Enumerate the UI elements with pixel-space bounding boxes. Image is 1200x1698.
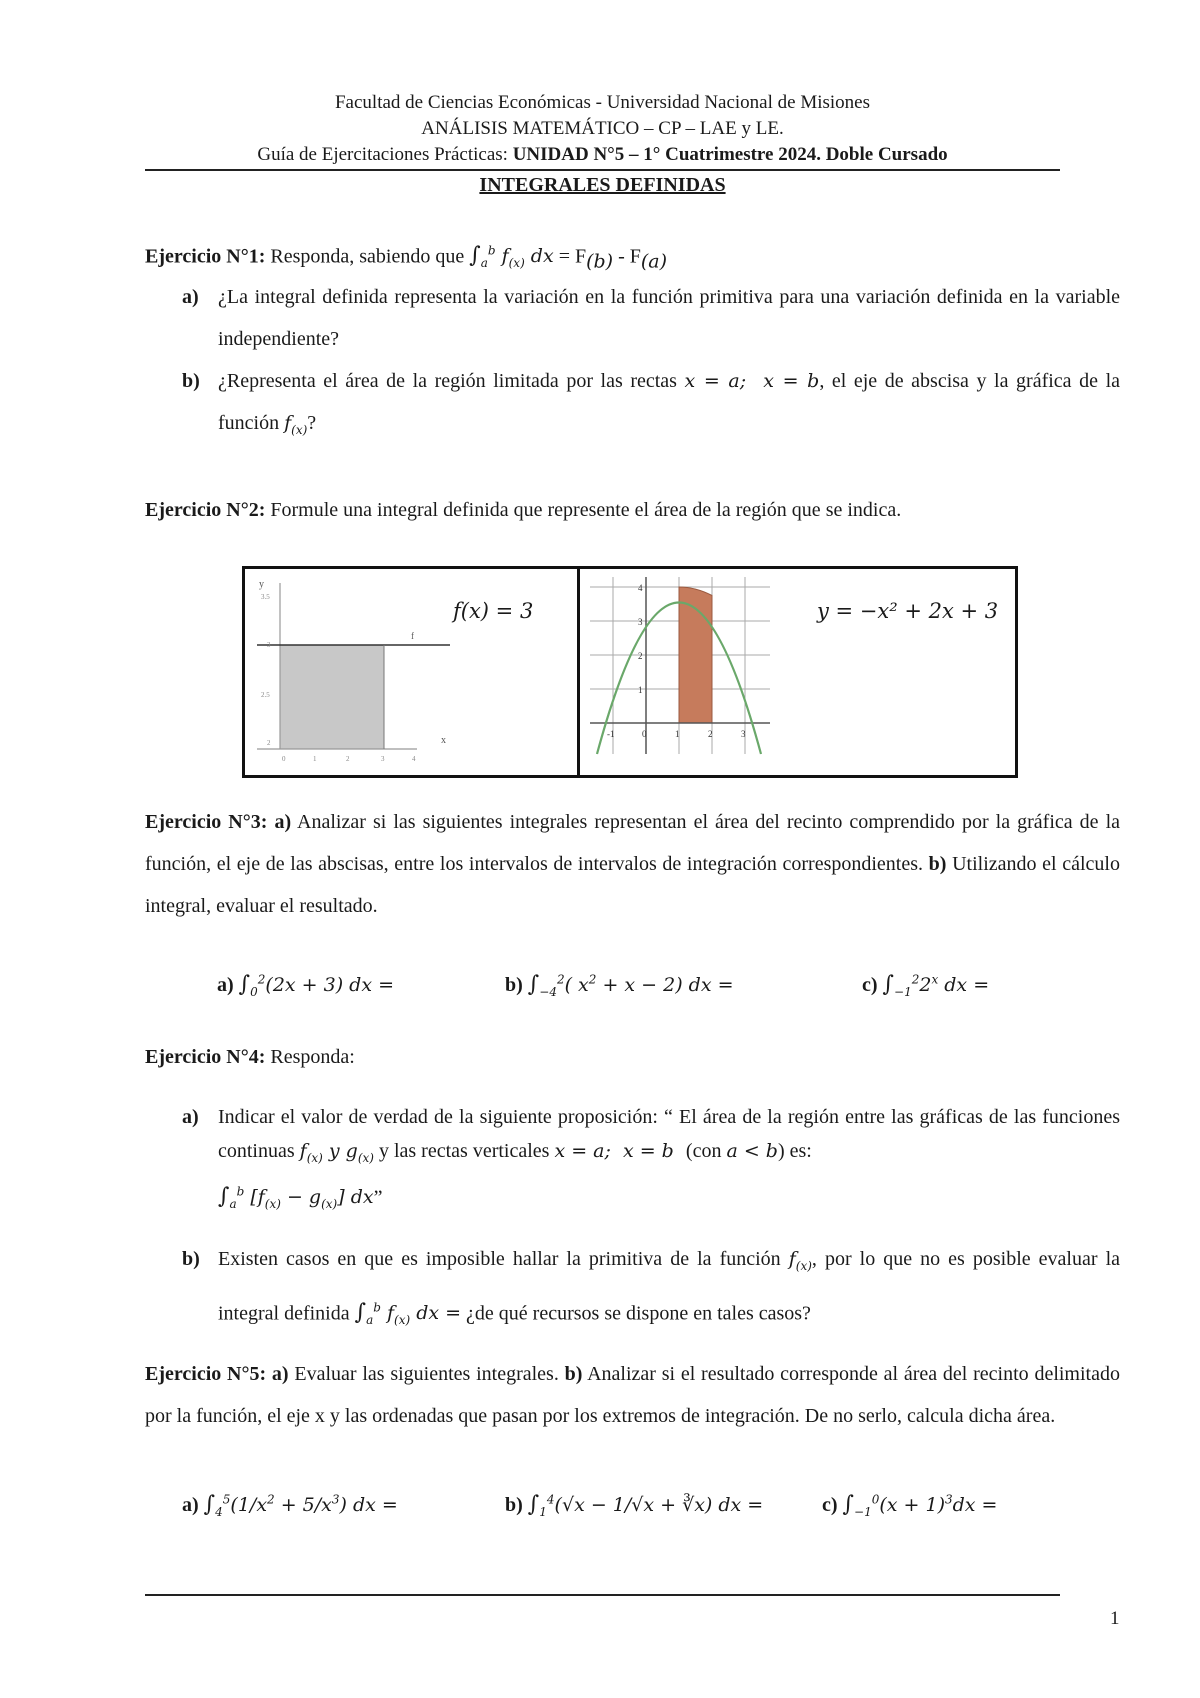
ej3-integral-a: a) $\int_0^2(2x + 3)$ dx = <box>217 972 395 999</box>
ej4-item-a-label: a) <box>182 1106 199 1128</box>
ej5-integral-c: c) $\int_{-1}^0(x + 1)^3dx$ = <box>822 1492 998 1519</box>
ej1-item-b-label: b) <box>182 370 200 392</box>
ej5-integral-a: a) $\int_4^5(1/x^2 + 5/x^3)$ dx = <box>182 1492 398 1519</box>
ej4-item-b: b) Existen casos en que es imposible hallar la primitiva de la función $f_{(x)}$, por lo que no es posible evaluar la integral definida $\int_a^b$ $f_{(x)}$ dx = ¿de qué recursos se dispone en tales casos? <box>182 1238 1122 1322</box>
ytick: 3 <box>638 617 643 627</box>
ej1-item-b-text1: ¿Representa el área de la región limitada por las rectas <box>218 370 685 392</box>
ej1-statement: Ejercicio N°1: Responda, sabiendo que $\int_a^b$ $f_{(x)}$ dx = $F_{(b)} - F_{(a)}$ <box>145 243 668 273</box>
ej1-text: Responda, sabiendo que <box>265 245 470 268</box>
ej1-item-b: b) ¿Representa el área de la región limitada por las rectas x = a; x = b, el eje de abscisa y la gráfica de la función $f_{(x)}$? <box>182 360 1122 444</box>
header-guide-unit: UNIDAD N°5 – 1° Cuatrimestre 2024. Doble Cursado <box>512 144 948 165</box>
ej3-text-a: Analizar si las siguientes integrales representan el área del recinto comprendido por la gráfica de la función, el eje de las abscisas, entre los intervalos de intervalos de integración correspondientes. <box>145 811 1121 875</box>
ej4-item-b-label: b) <box>182 1248 200 1270</box>
footer-rule <box>145 1594 1060 1596</box>
xtick: 2 <box>346 755 350 763</box>
shaded-region <box>280 645 384 749</box>
ej4-item-b-text1: Existen casos en que es imposible hallar la primitiva de la función <box>218 1248 789 1270</box>
ej1-item-b-text3: ? <box>307 412 317 434</box>
ej5-calc-label-a: a) <box>182 1494 199 1516</box>
ytick: 4 <box>638 583 643 593</box>
ej1-label: Ejercicio N°1: <box>145 245 266 268</box>
ej2-fig1-equation: f(x) = 3 <box>453 599 534 623</box>
ej5-statement <box>145 1353 1120 1437</box>
ej4-label: Ejercicio N°4: <box>145 1046 266 1068</box>
ej3-calc-label-a: a) <box>217 974 234 996</box>
xtick: 0 <box>282 755 286 763</box>
ej4-item-a-text1: Indicar el valor de verdad de la siguiente proposición: “ El área de la región entre las gráficas de las funciones continuas <box>218 1106 1120 1162</box>
ytick: 2.5 <box>261 691 270 699</box>
page-title: INTEGRALES DEFINIDAS <box>479 174 726 196</box>
ej1-item-a-text: ¿La integral definida representa la variación en la función primitiva para una variación definida en la variable independiente? <box>218 286 1120 350</box>
ej4-item-b-text3: ¿de qué recursos se dispone en tales casos? <box>461 1302 811 1325</box>
ytick: 3 <box>267 641 271 649</box>
ej5-calc-label-b: b) <box>505 1494 523 1516</box>
ytick: 2 <box>267 739 271 747</box>
ytick: 3.5 <box>261 593 270 601</box>
ej3-calc-label-c: c) <box>862 974 878 996</box>
ej3-calc-label-b: b) <box>505 974 523 996</box>
ytick: 2 <box>638 651 643 661</box>
x-axis-label: x <box>441 735 446 746</box>
ej3-part-b: b) <box>928 853 947 875</box>
ej1-item-a <box>182 276 1122 360</box>
header-rule <box>145 169 1060 171</box>
ej5-text-a: Evaluar las siguientes integrales. <box>288 1363 565 1385</box>
ej3-integral-c: c) $\int_{-1}^22^x$ dx = <box>862 972 990 999</box>
ytick: 1 <box>638 685 643 695</box>
ej2-text: Formule una integral definida que represente el área de la región que se indica. <box>265 499 902 521</box>
ej4-text: Responda: <box>265 1046 355 1068</box>
ej4-item-b-text2: , por lo que no es posible evaluar la integral definida <box>218 1248 1120 1325</box>
ej5-label: Ejercicio N°5: <box>145 1363 267 1385</box>
xtick: -1 <box>607 729 615 739</box>
ej2-fig2-equation: y = −x² + 2x + 3 <box>817 599 999 623</box>
ej3-text-b: Utilizando el cálculo integral, evaluar el resultado. <box>145 853 1120 917</box>
ej3-statement <box>145 801 1120 927</box>
xtick: 0 <box>642 729 647 739</box>
header-guide-prefix: Guía de Ejercitaciones Prácticas: <box>257 144 513 165</box>
ej3-part-a: a) <box>274 811 292 833</box>
ej2-figures <box>242 566 1018 778</box>
ej3-integral-b: b) $\int_{-4}^2$( $x^2 + x - 2$) dx = <box>505 972 734 999</box>
ej5-integral-b: b) $\int_1^4(√x - 1/√x$ + ∛x) dx = <box>505 1492 764 1519</box>
xtick: 1 <box>675 729 680 739</box>
ej5-calc-label-c: c) <box>822 1494 838 1516</box>
y-axis-label: y <box>259 579 264 590</box>
header-faculty: Facultad de Ciencias Económicas - Universidad Nacional de Misiones <box>334 92 870 113</box>
ej4-item-a-text2: y las rectas verticales <box>373 1140 555 1162</box>
ej4-item-a-text3: es: <box>784 1140 812 1162</box>
ej3-label: Ejercicio N°3: <box>145 811 268 833</box>
header-guide <box>145 142 1060 168</box>
xtick: 4 <box>412 755 416 763</box>
ej5-part-b: b) <box>564 1363 583 1385</box>
ej2-label: Ejercicio N°2: <box>145 499 266 521</box>
ej1-item-a-label: a) <box>182 286 199 308</box>
header-course: ANÁLISIS MATEMÁTICO – CP – LAE y LE. <box>421 118 784 139</box>
xtick: 3 <box>741 729 746 739</box>
ej5-text-b: Analizar si el resultado corresponde al área del recinto delimitado por la función, el eje x y las ordenadas que pasan por los extremos de integración. De no serlo, calcula dicha área. <box>145 1363 1120 1427</box>
xtick: 2 <box>708 729 713 739</box>
ej5-part-a: a) <box>271 1363 289 1385</box>
ej4-item-a: a) Indicar el valor de verdad de la siguiente proposición: “ El área de la región entre las gráficas de las funciones continuas $f_{(x)}$ y $g_{(x)}$ y las rectas verticales x = a; x = b (con a < b) es: $\int_a^b$ $[f_{(x)} - g_{(x)}]$ dx” <box>182 1100 1122 1210</box>
ej2-statement <box>145 489 1120 531</box>
xtick: 1 <box>313 755 317 763</box>
xtick: 3 <box>381 755 385 763</box>
page-number: 1 <box>1110 1608 1120 1629</box>
ej1-formula: $\int_a^b$ $f_{(x)}$ dx <box>469 243 554 271</box>
ej1-item-b-text2: , el eje de abscisa y la gráfica de la función <box>218 370 1120 434</box>
ej4-statement <box>145 1036 1120 1078</box>
curve-label: f <box>411 631 414 641</box>
